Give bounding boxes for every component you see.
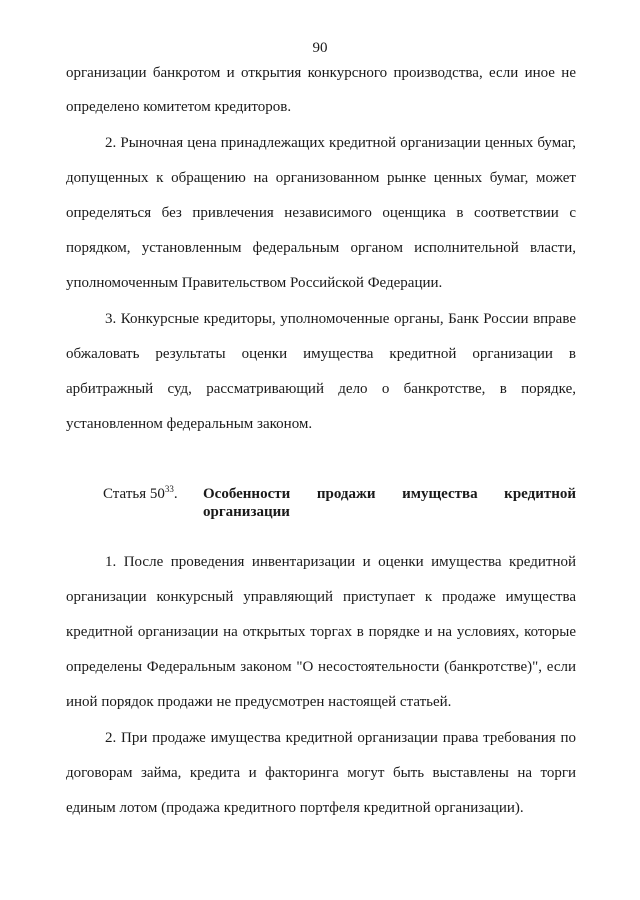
article-number-superscript: 33	[164, 484, 174, 494]
paragraph-line: уполномоченным Правительством Российской Федерации.	[66, 275, 443, 291]
paragraph-line: кредитной организации на открытых торгах в порядке и на условиях, которые	[66, 624, 576, 640]
paragraph-line: арбитражный суд, рассматривающий дело о банкротстве, в порядке,	[66, 381, 576, 397]
paragraph-line: 3. Конкурсные кредиторы, уполномоченные органы, Банк России вправе	[105, 311, 576, 327]
paragraph-line: единым лотом (продажа кредитного портфеля кредитной организации).	[66, 800, 524, 816]
paragraph-line: определяться без привлечения независимого оценщика в соответствии с	[66, 205, 576, 221]
paragraph-line: 2. Рыночная цена принадлежащих кредитной организации ценных бумаг,	[105, 135, 576, 151]
paragraph-line: определено комитетом кредиторов.	[66, 99, 292, 115]
article-label: Статья $50^{33}$.	[103, 484, 178, 502]
page-number: 90	[312, 40, 328, 56]
paragraph-line: допущенных к обращению на организованном рынке ценных бумаг, может	[66, 170, 576, 186]
article-title-line2: организации	[203, 504, 290, 520]
paragraph-line: организации конкурсный управляющий приступает к продаже имущества	[66, 589, 576, 605]
paragraph-line: организации банкротом и открытия конкурсного производства, если иное не	[66, 65, 576, 81]
paragraph-line: определены Федеральным законом "О несостоятельности (банкротстве)", если	[66, 659, 576, 675]
article-title: Особенности продажи имущества кредитной	[203, 486, 576, 502]
paragraph-line: обжаловать результаты оценки имущества кредитной организации в	[66, 346, 576, 362]
paragraph-line: 2. При продаже имущества кредитной организации права требования по	[105, 730, 576, 746]
paragraph-line: договорам займа, кредита и факторинга могут быть выставлены на торги	[66, 765, 576, 781]
paragraph-line: порядком, установленным федеральным органом исполнительной власти,	[66, 240, 576, 256]
paragraph-line: иной порядок продажи не предусмотрен настоящей статьей.	[66, 694, 452, 710]
paragraph-line: 1. После проведения инвентаризации и оценки имущества кредитной	[105, 554, 576, 570]
paragraph-line: установленном федеральным законом.	[66, 416, 313, 432]
